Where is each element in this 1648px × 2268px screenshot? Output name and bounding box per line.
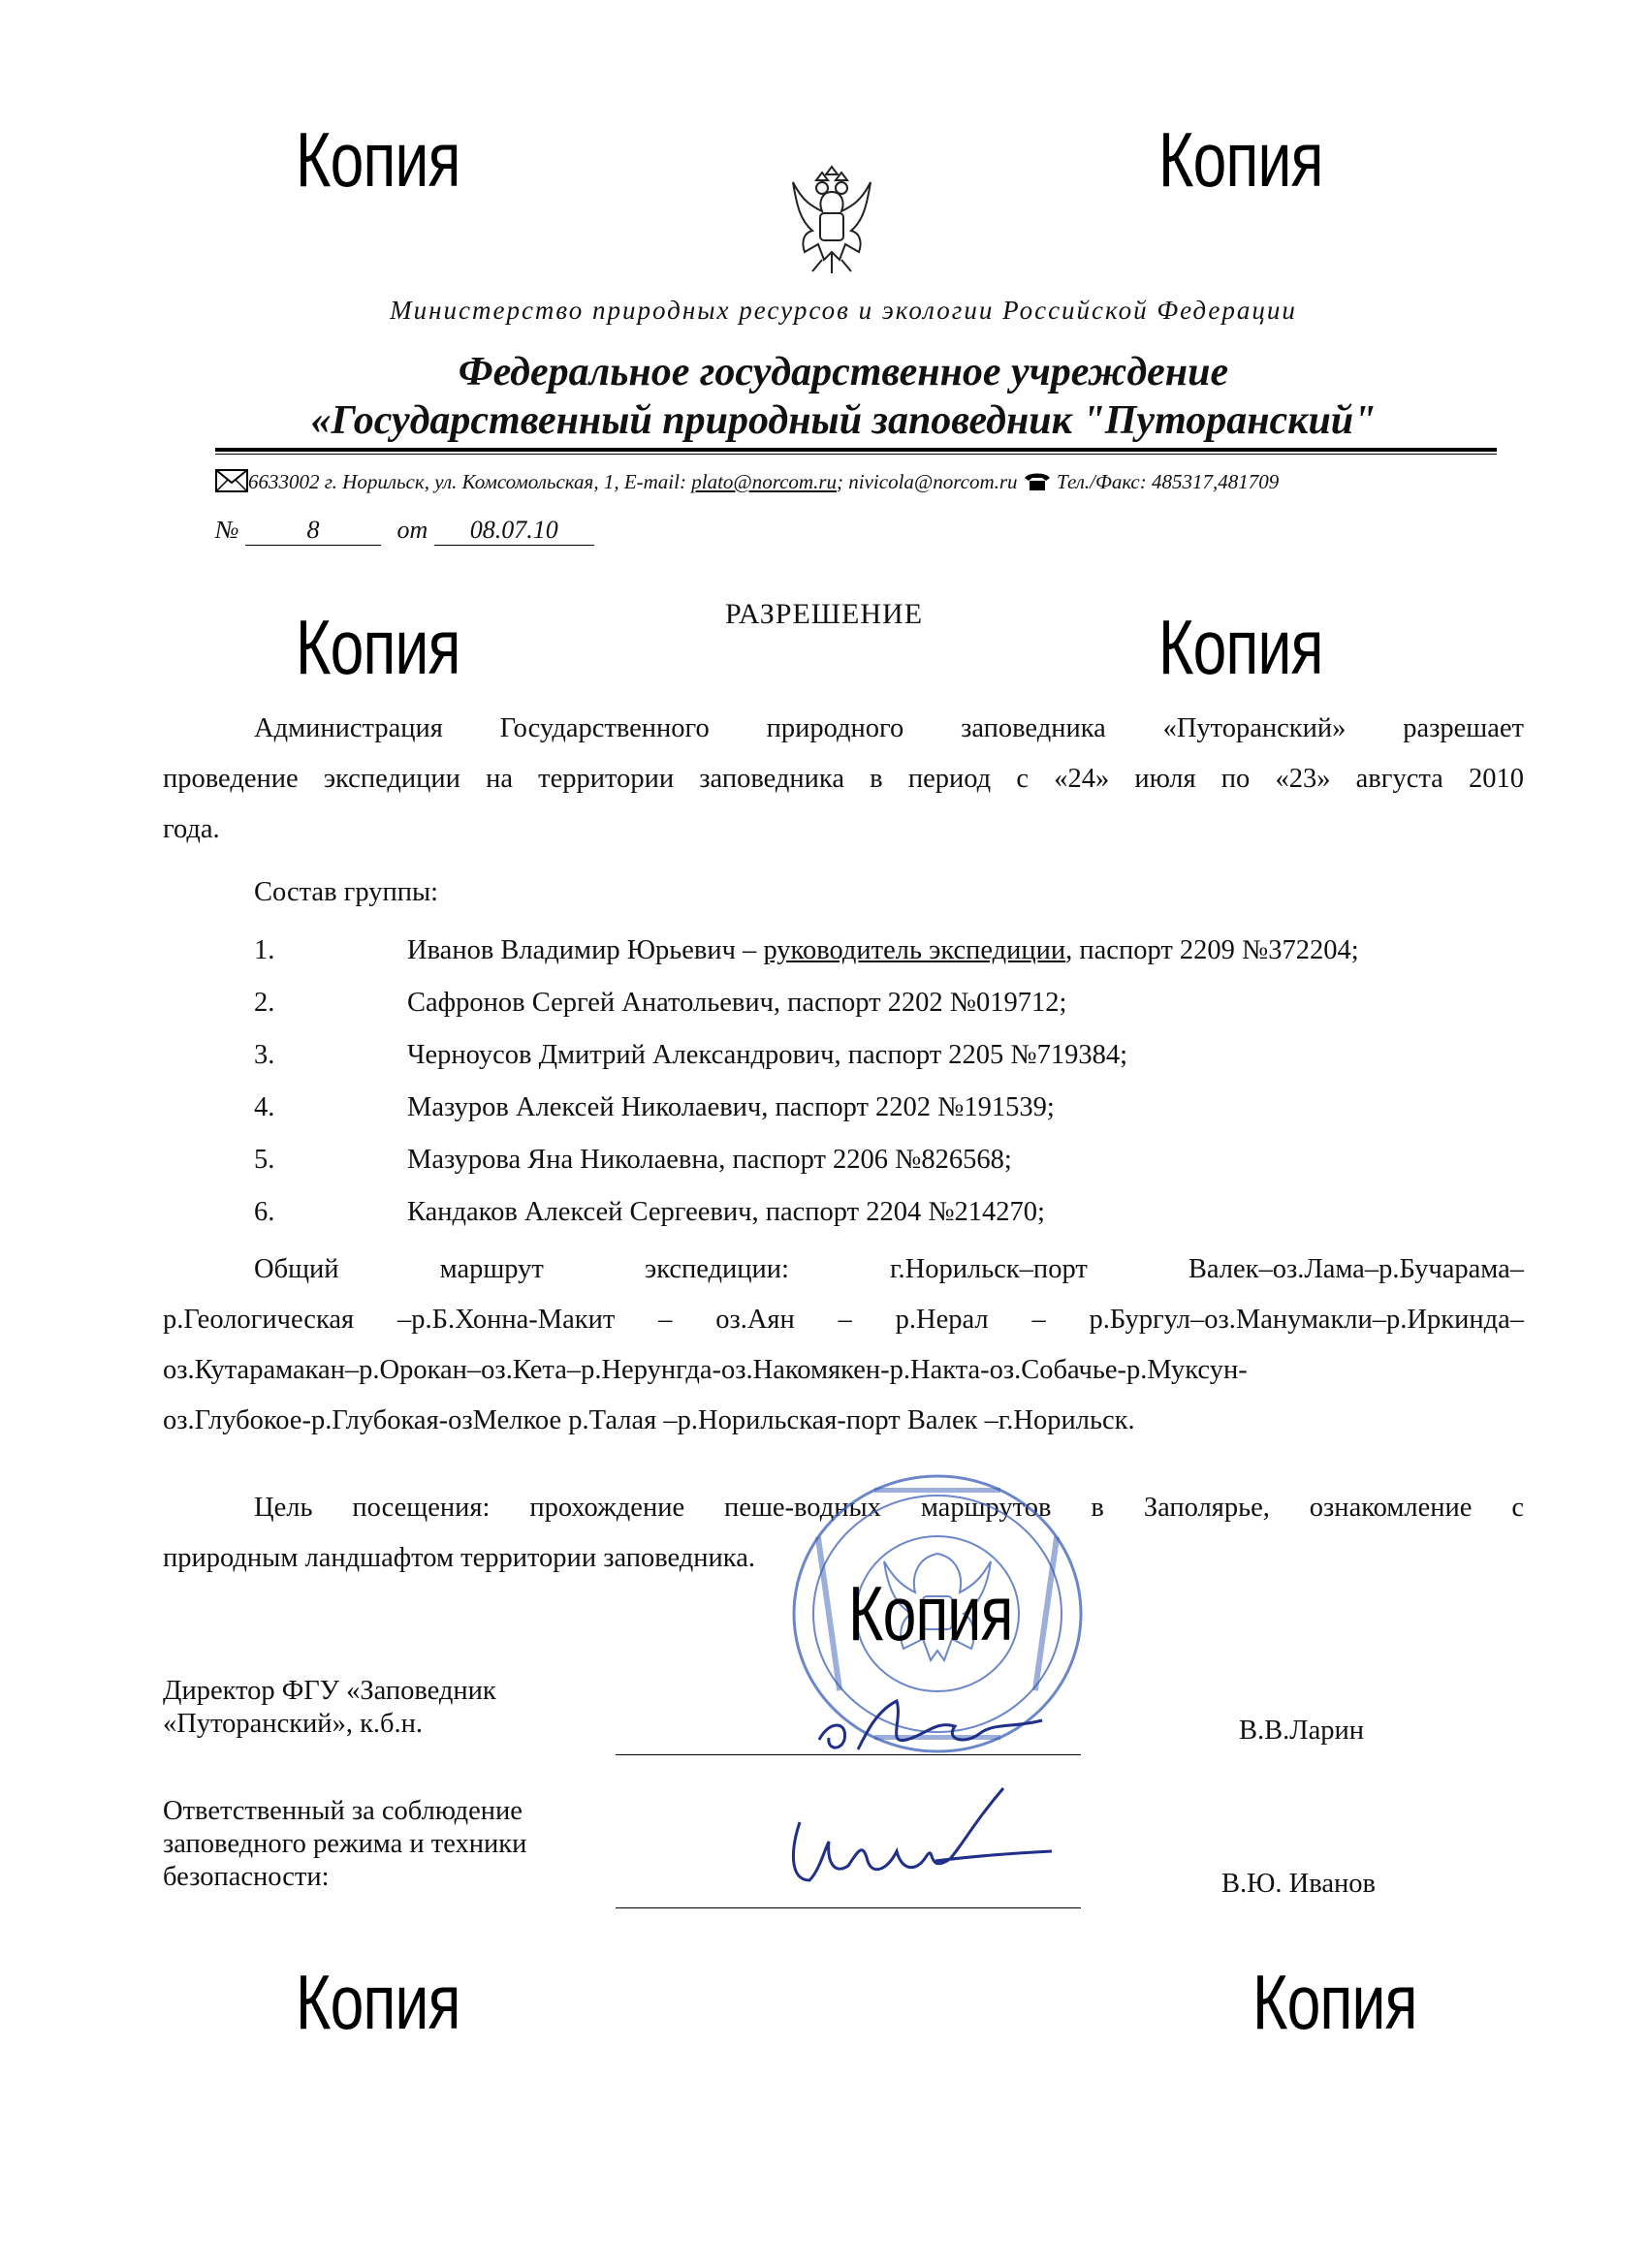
intro-line-3: года. [163,814,220,844]
route-line-3: оз.Кутарамакан–р.Орокан–оз.Кета–р.Нерунгда-оз.Накомякен-р.Накта-оз.Собачье-р.Муксун- [163,1355,1248,1385]
address-email2: ; nivicola@norcom.ru [837,470,1018,493]
director-name: В.В.Ларин [1239,1716,1365,1746]
document-number-line [215,516,594,546]
purpose-line-1: Цель посещения: прохождение пеше-водных маршрутов в Заполярье, ознакомление с [254,1493,1524,1523]
address-line [215,469,1279,494]
list-item-number: 6. [254,1197,275,1227]
intro-line-1: Администрация Государственного природного заповедника «Путоранский» разрешает [254,713,1524,743]
list-item-number: 4. [254,1092,275,1122]
phone-fax: Тел./Факс: 485317,481709 [1057,470,1280,493]
watermark-copy: Копия [1158,116,1323,203]
member-name: Иванов Владимир Юрьевич – [407,935,764,965]
watermark-copy: Копия [296,116,460,203]
watermark-copy: Копия [296,604,460,690]
document-number: 8 [245,516,381,546]
list-item [254,1092,1055,1123]
document-date: 08.07.10 [434,516,594,546]
org-name-line1: Федеральное государственное учреждение [458,350,1229,394]
phone-icon [1023,470,1052,491]
director-title-line-1: Директор ФГУ «Заповедник [163,1676,496,1706]
responsible-title [163,1795,526,1894]
member-role: руководитель экспедиции [763,935,1066,965]
list-item-number: 2. [254,988,275,1018]
director-title-line-2: «Путоранский», к.б.н. [163,1709,424,1739]
route-line-4: оз.Глубокое-р.Глубокая-озМелкое р.Талая –р.Норильская-порт Валек –г.Норильск. [163,1405,1135,1435]
group-label-text: Состав группы: [254,877,439,907]
member-passport: , паспорт 2209 №372204; [1065,935,1359,965]
list-item-number: 5. [254,1145,275,1175]
responsible-signature [780,1783,1062,1909]
responsible-title-line-2: заповедного режима и техники [163,1829,527,1859]
date-label: от [396,516,428,544]
director-signature [809,1691,1052,1769]
member-name: Мазуров Алексей Николаевич, паспорт 2202 №191539; [407,1092,1055,1122]
watermark-copy: Копия [1252,1959,1417,2045]
responsible-name: В.Ю. Иванов [1221,1869,1376,1899]
email-link[interactable]: plato@norcom.ru [691,470,838,493]
list-item [254,988,1066,1019]
list-item [254,935,1359,966]
member-name: Кандаков Алексей Сергеевич, паспорт 2204 №214270; [407,1197,1045,1227]
list-item [254,1145,1012,1176]
watermark-copy: Копия [296,1959,460,2045]
envelope-icon [215,469,248,492]
number-label: № [215,516,239,544]
member-name: Черноусов Дмитрий Александрович, паспорт 2205 №719384; [407,1040,1128,1070]
header-rule-thin [215,454,1497,455]
purpose-line-2: природным ландшафтом территории заповедника. [163,1543,755,1573]
member-name: Мазурова Яна Николаевна, паспорт 2206 №826568; [407,1145,1012,1175]
org-name-line2: «Государственный природный заповедник "Путоранский" [310,398,1377,443]
watermark-copy: Копия [848,1570,1013,1656]
list-item-number: 1. [254,935,275,965]
list-item [254,1040,1127,1071]
group-label [163,867,1524,918]
document-title: РАЗРЕШЕНИЕ [724,598,924,630]
ministry-name: Министерство природных ресурсов и экологии Российской Федерации [390,296,1297,325]
russian-coat-of-arms-icon [783,163,880,277]
list-item-number: 3. [254,1040,275,1070]
route-paragraph [163,1244,1524,1446]
route-line-2: р.Геологическая –р.Б.Хонна-Макит – оз.Аян – р.Нерал – р.Бургул–оз.Манумакли–р.Иркинда– [163,1305,1524,1335]
intro-line-2: проведение экспедиции на территории заповедника в период с «24» июля по «23» августа 2010 [163,764,1524,794]
member-name: Сафронов Сергей Анатольевич, паспорт 2202 №019712; [407,988,1067,1018]
director-title [163,1675,496,1741]
header-rule [215,448,1497,452]
address-text: 6633002 г. Норильск, ул. Комсомольская, 1, E-mail: [248,470,692,493]
responsible-title-line-1: Ответственный за соблюдение [163,1796,523,1826]
responsible-title-line-3: безопасности: [163,1862,330,1892]
list-item [254,1197,1045,1228]
watermark-copy: Копия [1158,604,1323,690]
route-line-1: Общий маршрут экспедиции: г.Норильск–порт Валек–оз.Лама–р.Бучарама– [254,1254,1524,1284]
intro-paragraph [163,704,1524,855]
